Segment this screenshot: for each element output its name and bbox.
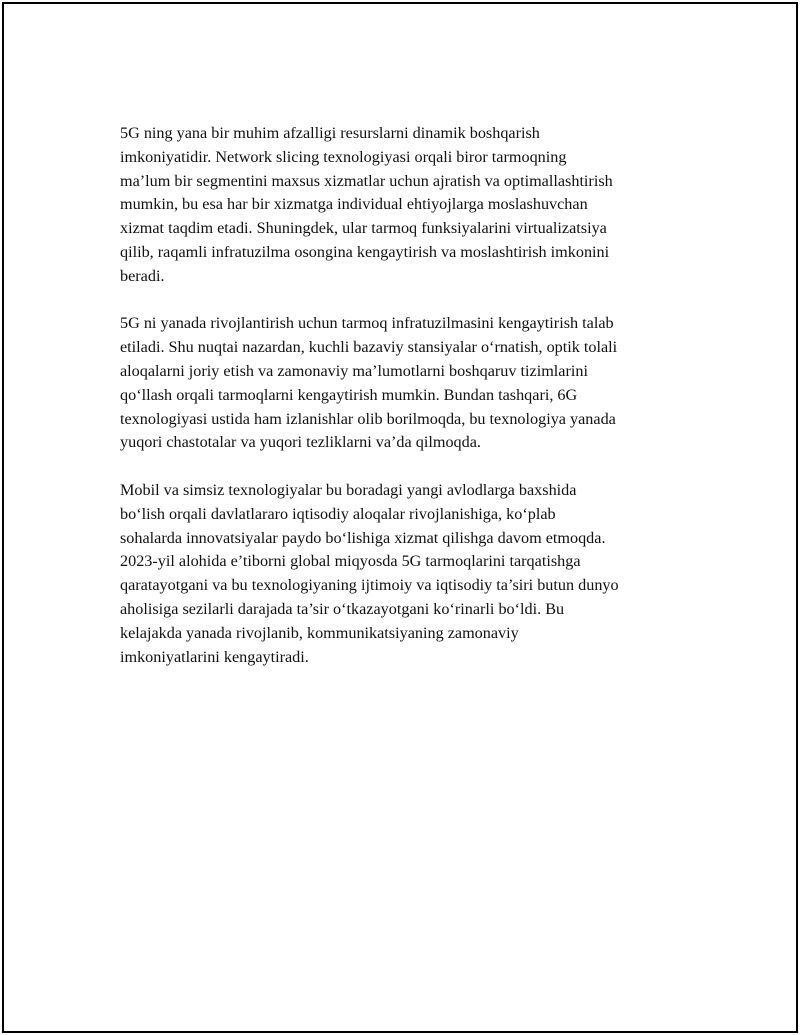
paragraph-line: xizmat taqdim etadi. Shuningdek, ular tarmoq funksiyalarini virtualizatsiya <box>120 219 607 238</box>
paragraph-line: beradi. <box>120 266 165 285</box>
paragraph-line: 5G ni yanada rivojlantirish uchun tarmoq infratuzilmasini kengaytirish talab <box>120 314 614 333</box>
paragraph-3 <box>120 479 700 669</box>
paragraph-line: qilib, raqamli infratuzilma osongina kengaytirish va moslashtirish imkonini <box>120 242 610 261</box>
paragraph-line: imkoniyatidir. Network slicing texnologiyasi orqali biror tarmoqning <box>120 147 567 166</box>
paragraph-line: 5G ning yana bir muhim afzalligi resurslarni dinamik boshqarish <box>120 124 540 142</box>
document-body <box>120 122 700 693</box>
paragraph-line: ma’lum bir segmentini maxsus xizmatlar uchun ajratish va optimallashtirish <box>120 171 613 190</box>
paragraph-line: etiladi. Shu nuqtai nazardan, kuchli bazaviy stansiyalar o‘rnatish, optik tolali <box>120 338 618 357</box>
paragraph-line: imkoniyatlarini kengaytiradi. <box>120 647 309 666</box>
paragraph-line: kelajakda yanada rivojlanib, kommunikatsiyaning zamonaviy <box>120 623 519 642</box>
paragraph-1 <box>120 122 700 289</box>
paragraph-line: Mobil va simsiz texnologiyalar bu boradagi yangi avlodlarga baxshida <box>120 480 577 499</box>
paragraph-line: sohalarda innovatsiyalar paydo bo‘lishiga xizmat qilishga davom etmoqda. <box>120 528 606 547</box>
paragraph-line: texnologiyasi ustida ham izlanishlar olib borilmoqda, bu texnologiya yanada <box>120 409 616 428</box>
paragraph-line: mumkin, bu esa har bir xizmatga individual ehtiyojlarga moslashuvchan <box>120 195 588 214</box>
paragraph-line: qo‘llash orqali tarmoqlarni kengaytirish mumkin. Bundan tashqari, 6G <box>120 385 578 404</box>
document-page <box>2 2 798 1033</box>
paragraph-line: 2023-yil alohida e’tiborni global miqyosda 5G tarmoqlarini tarqatishga <box>120 552 581 571</box>
paragraph-line: qaratayotgani va bu texnologiyaning ijtimoiy va iqtisodiy ta’siri butun dunyo <box>120 576 619 595</box>
paragraph-line: yuqori chastotalar va yuqori tezliklarni va’da qilmoqda. <box>120 433 481 452</box>
paragraph-2 <box>120 312 700 455</box>
paragraph-line: aloqalarni joriy etish va zamonaviy ma’lumotlarni boshqaruv tizimlarini <box>120 361 588 380</box>
paragraph-line: aholisiga sezilarli darajada ta’sir o‘tkazayotgani ko‘rinarli bo‘ldi. Bu <box>120 599 565 618</box>
paragraph-line: bo‘lish orqali davlatlararo iqtisodiy aloqalar rivojlanishiga, ko‘plab <box>120 504 556 523</box>
